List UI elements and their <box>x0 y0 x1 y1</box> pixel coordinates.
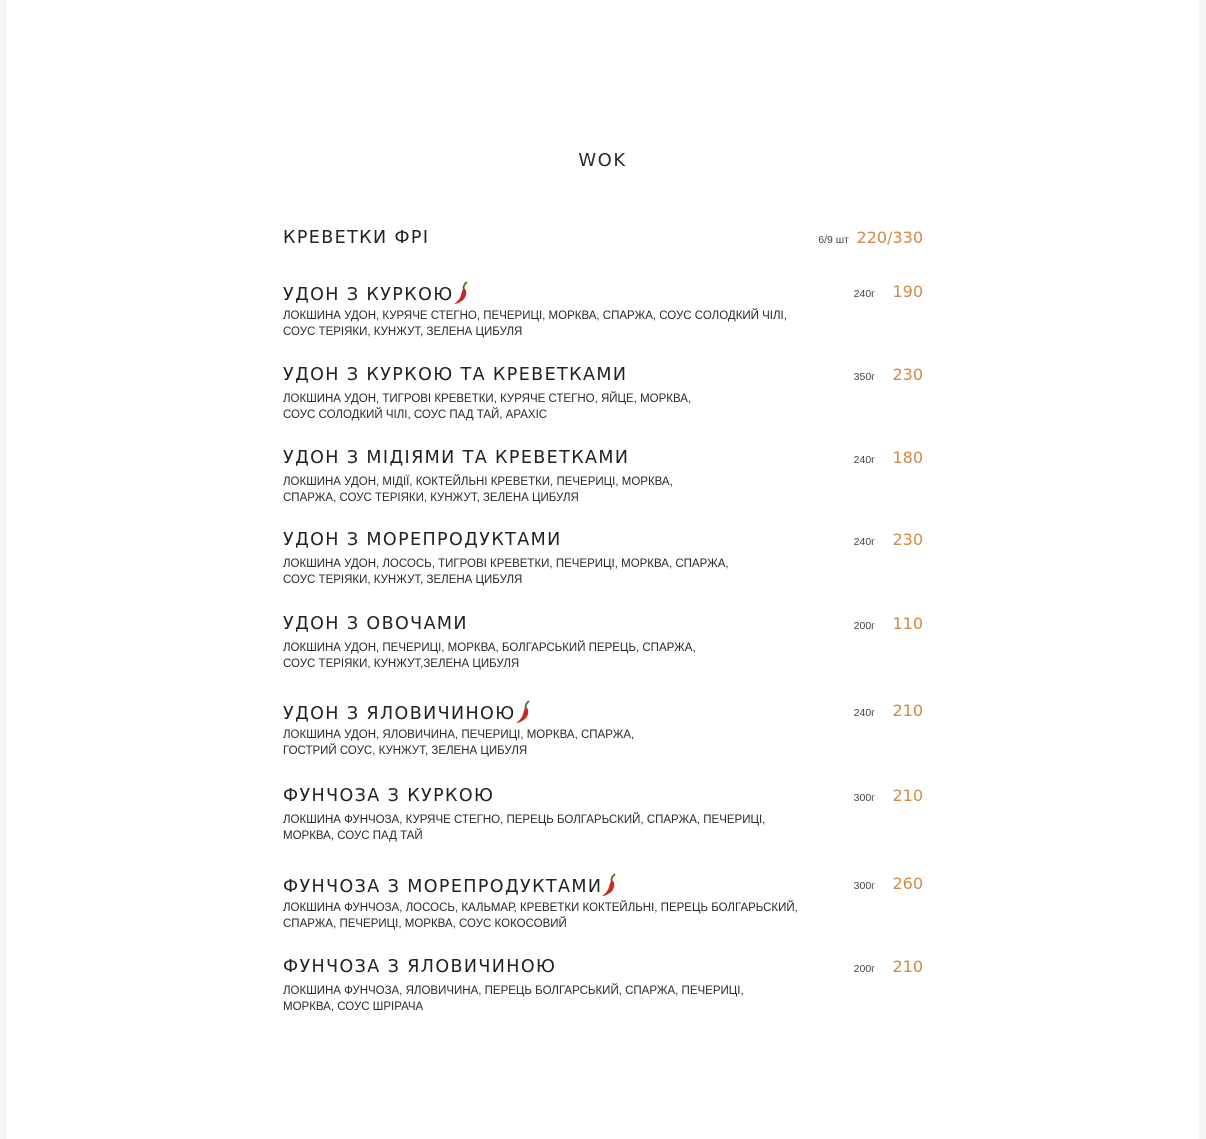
menu-item <box>283 700 923 770</box>
menu-item-description-line: МОРКВА, СОУС ПАД ТАЙ <box>283 830 423 842</box>
menu-item-name-text: ФУНЧОЗА З ЯЛОВИЧИНОЮ <box>283 957 557 977</box>
menu-item-weight: 240г <box>853 288 875 300</box>
menu-title: WOK <box>578 150 627 171</box>
menu-item-description-line: СОУС ТЕРІЯКИ, КУНЖУТ,ЗЕЛЕНА ЦИБУЛЯ <box>283 658 520 670</box>
menu-item-description <box>283 474 673 506</box>
menu-page <box>6 0 1199 1139</box>
menu-item-description-line: ЛОКШИНА ФУНЧОЗА, КУРЯЧЕ СТЕГНО, ПЕРЕЦЬ БОЛГАРЬСКИЙ, СПАРЖА, ПЕЧЕРИЦІ, <box>283 814 766 826</box>
menu-item-description-line: ЛОКШИНА УДОН, ЯЛОВИЧИНА, ПЕЧЕРИЦІ, МОРКВА, СПАРЖА, <box>283 729 635 741</box>
menu-item-description-line: СОУС СОЛОДКИЙ ЧІЛІ, СОУС ПАД ТАЙ, АРАХІС <box>283 409 548 421</box>
menu-item-price: 110 <box>892 614 923 633</box>
chili-pepper-icon <box>515 700 531 724</box>
menu-item-description-line: ЛОКШИНА УДОН, ПЕЧЕРИЦІ, МОРКВА, БОЛГАРСЬКИЙ ПЕРЕЦЬ, СПАРЖА, <box>283 642 696 654</box>
menu-item-name-text: УДОН З МІДІЯМИ ТА КРЕВЕТКАМИ <box>283 448 630 468</box>
menu-item-name-text: ФУНЧОЗА З КУРКОЮ <box>283 786 495 806</box>
menu-item-description <box>283 983 744 1015</box>
menu-item <box>283 873 923 943</box>
menu-item-weight: 240г <box>853 536 875 548</box>
menu-item-name-text: УДОН З КУРКОЮ <box>283 285 454 305</box>
menu-item-description-line: ЛОКШИНА ФУНЧОЗА, ЛОСОСЬ, КАЛЬМАР, КРЕВЕТКИ КОКТЕЙЛЬНІ, ПЕРЕЦЬ БОЛГАРЬСКИЙ, <box>283 902 798 914</box>
menu-item-name-text: УДОН З МОРЕПРОДУКТАМИ <box>283 530 562 550</box>
menu-item-name <box>283 785 494 807</box>
menu-item-description-line: МОРКВА, СОУС ШРІРАЧА <box>283 1001 424 1013</box>
menu-item-description-line: ГОСТРИЙ СОУС, КУНЖУТ, ЗЕЛЕНА ЦИБУЛЯ <box>283 745 528 757</box>
menu-item-weight: 240г <box>853 707 875 719</box>
menu-item-name <box>283 956 556 978</box>
menu-item-description-line: ЛОКШИНА УДОН, ТИГРОВІ КРЕВЕТКИ, КУРЯЧЕ СТЕГНО, ЯЙЦЕ, МОРКВА, <box>283 393 692 405</box>
menu-item-description-line: СПАРЖА, СОУС ТЕРІЯКИ, КУНЖУТ, ЗЕЛЕНА ЦИБУЛЯ <box>283 492 579 504</box>
menu-item-description-line: СОУС ТЕРІЯКИ, КУНЖУТ, ЗЕЛЕНА ЦИБУЛЯ <box>283 326 523 338</box>
menu-item-price: 210 <box>892 786 923 805</box>
menu-item-name <box>283 873 617 898</box>
menu-item-name <box>283 364 627 386</box>
menu-item-price: 190 <box>892 282 923 301</box>
menu-item <box>283 281 923 351</box>
menu-item-name <box>283 227 429 249</box>
menu-item-name-text: КРЕВЕТКИ ФРІ <box>283 228 430 248</box>
menu-item-name-text: УДОН З КУРКОЮ ТА КРЕВЕТКАМИ <box>283 365 628 385</box>
menu-item <box>283 956 923 1026</box>
menu-item-description-line: ЛОКШИНА УДОН, ЛОСОСЬ, ТИГРОВІ КРЕВЕТКИ, ПЕЧЕРИЦІ, МОРКВА, СПАРЖА, <box>283 558 729 570</box>
menu-item-price: 210 <box>892 701 923 720</box>
menu-item-price: 220/330 <box>856 228 923 247</box>
menu-item-name-text: УДОН З ОВОЧАМИ <box>283 614 468 634</box>
menu-item-description <box>283 391 691 423</box>
menu-item-name <box>283 281 469 306</box>
menu-item-description <box>283 900 798 932</box>
menu-item <box>283 613 923 683</box>
menu-item-description-line: ЛОКШИНА УДОН, МІДІЇ, КОКТЕЙЛЬНІ КРЕВЕТКИ, ПЕЧЕРИЦІ, МОРКВА, <box>283 476 673 488</box>
chili-pepper-icon <box>601 873 617 897</box>
menu-item <box>283 785 923 855</box>
menu-item-name <box>283 613 468 635</box>
menu-item-name-text: УДОН З ЯЛОВИЧИНОЮ <box>283 704 516 724</box>
menu-item-description <box>283 308 787 340</box>
menu-item-price: 180 <box>892 448 923 467</box>
menu-item-description-line: СОУС ТЕРІЯКИ, КУНЖУТ, ЗЕЛЕНА ЦИБУЛЯ <box>283 574 523 586</box>
menu-item-description-line: СПАРЖА, ПЕЧЕРИЦІ, МОРКВА, СОУС КОКОСОВИЙ <box>283 918 567 930</box>
menu-item <box>283 364 923 434</box>
menu-item-description-line: ЛОКШИНА ФУНЧОЗА, ЯЛОВИЧИНА, ПЕРЕЦЬ БОЛГАРСЬКИЙ, СПАРЖА, ПЕЧЕРИЦІ, <box>283 985 744 997</box>
menu-item <box>283 529 923 599</box>
menu-item-price: 210 <box>892 957 923 976</box>
menu-item-weight: 350г <box>853 371 875 383</box>
menu-item-weight: 300г <box>853 792 875 804</box>
menu-item-weight: 200г <box>853 620 875 632</box>
menu-item-description-line: ЛОКШИНА УДОН, КУРЯЧЕ СТЕГНО, ПЕЧЕРИЦІ, МОРКВА, СПАРЖА, СОУС СОЛОДКИЙ ЧІЛІ, <box>283 310 787 322</box>
menu-item-weight: 200г <box>853 963 875 975</box>
menu-item-name <box>283 700 531 725</box>
menu-item-name <box>283 447 629 469</box>
menu-item-weight: 6/9 шт <box>818 234 849 246</box>
menu-item-description <box>283 556 729 588</box>
menu-item-weight: 240г <box>853 454 875 466</box>
menu-item <box>283 447 923 517</box>
menu-item-price: 230 <box>892 530 923 549</box>
menu-item-price: 260 <box>892 874 923 893</box>
menu-item-description <box>283 812 765 844</box>
menu-item-description <box>283 727 634 759</box>
menu-item-description <box>283 640 696 672</box>
menu-item-price: 230 <box>892 365 923 384</box>
menu-item-name-text: ФУНЧОЗА З МОРЕПРОДУКТАМИ <box>283 877 603 897</box>
chili-pepper-icon <box>453 281 469 305</box>
menu-item-weight: 300г <box>853 880 875 892</box>
menu-item-name <box>283 529 562 551</box>
